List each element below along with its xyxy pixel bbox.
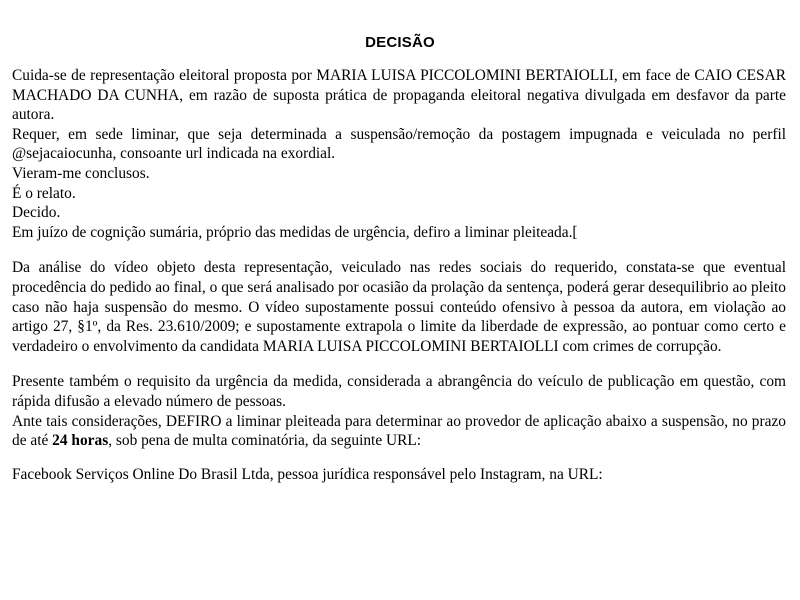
paragraph-defiro [12, 412, 786, 451]
paragraph-urgency: Presente também o requisito da urgência da medida, considerada a abrangência do veículo de publicação em questão, com rápida difusão a elevado número de pessoas. [12, 373, 786, 410]
document-heading: DECISÃO [365, 34, 435, 51]
spacer [12, 451, 786, 465]
provider-block [12, 465, 786, 485]
paragraph-conclusos: Vieram-me conclusos. [12, 164, 150, 182]
paragraph-relato: É o relato. [12, 184, 76, 202]
paragraph-decido: Decido. [12, 204, 61, 222]
document-body [12, 66, 786, 484]
paragraph-representation: Cuida-se de representação eleitoral proposta por MARIA LUISA PICCOLOMINI BERTAIOLLI, em face de CAIO CESAR MACHADO DA CUNHA, em razão de suposta prática de propaganda eleitoral negativa divulgada em desfavor da parte autora. [12, 67, 786, 124]
paragraph-request: Requer, em sede liminar, que seja determinada a suspensão/remoção da postagem impugnada e veiculada no perfil @sejacaiocunha, consoante url indicada na exordial. [12, 125, 786, 163]
decision-block [12, 372, 786, 450]
intro-block [12, 66, 786, 242]
analysis-block [12, 258, 786, 356]
paragraph-liminar: Em juízo de cognição sumária, próprio das medidas de urgência, defiro a liminar pleiteada.[ [12, 223, 578, 241]
defiro-text-end: , sob pena de multa cominatória, da seguinte URL: [108, 432, 422, 450]
paragraph-analysis: Da análise do vídeo objeto desta representação, veiculado nas redes sociais do requerido, constata-se que eventual procedência do pedido ao final, o que será analisado por ocasião da prolação da sentença, poderá gerar desequilibrio ao pleito caso não haja suspensão do mesmo. O vídeo supostamente possui conteúdo ofensivo à pessoa da autora, em violação ao artigo 27, §1º, da Res. 23.610/2009; e supostamente extrapola o limite da liberdade de expressão, ao pontuar como certo e verdadeiro o envolvimento da candidata MARIA LUISA PICCOLOMINI BERTAIOLLI com crimes de corrupção. [12, 259, 786, 355]
spacer [12, 242, 786, 258]
paragraph-provider: Facebook Serviços Online Do Brasil Ltda, pessoa jurídica responsável pelo Instagram, na URL: [12, 465, 603, 483]
defiro-text-start: Ante tais considerações, DEFIRO a liminar pleiteada para determinar ao provedor de aplicação abaixo a suspensão, no prazo de até [12, 412, 786, 450]
deadline-bold: 24 horas [52, 432, 109, 450]
spacer [12, 356, 786, 372]
